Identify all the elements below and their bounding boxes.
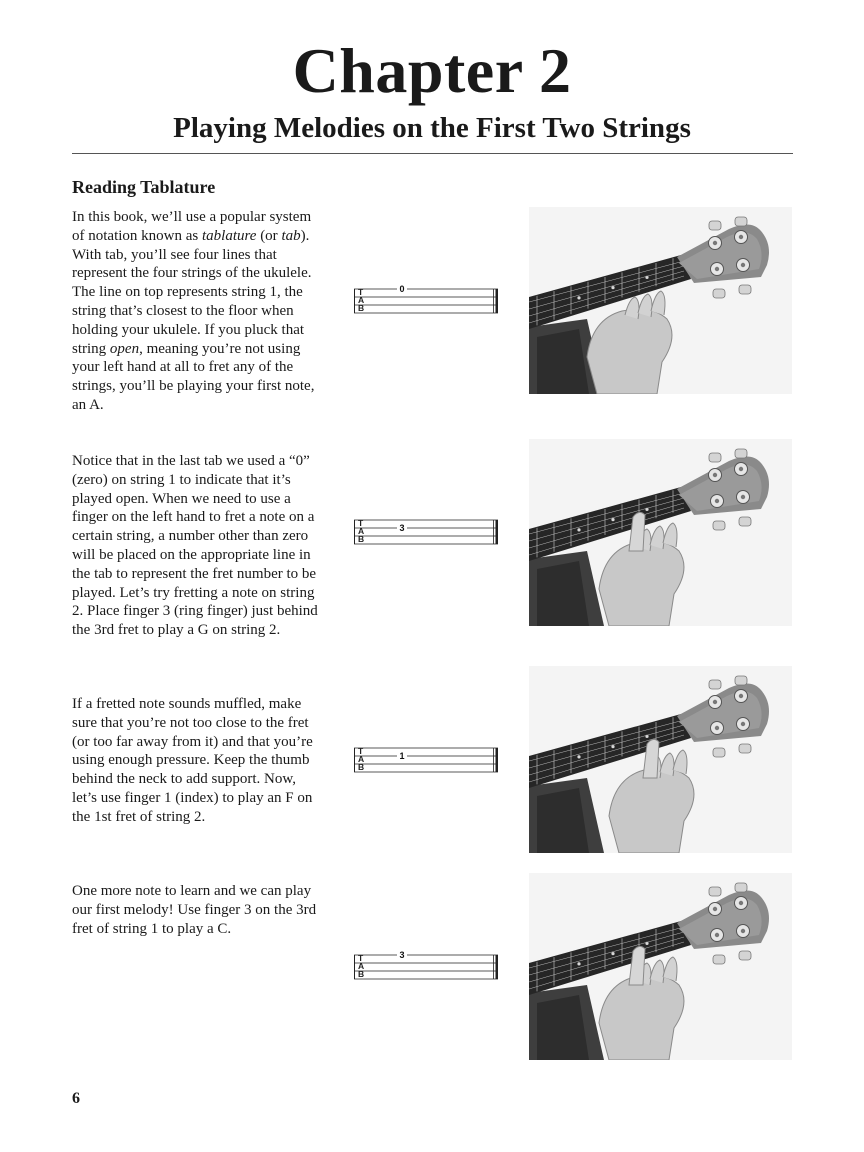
tuning-peg-center (739, 901, 743, 905)
body-text: One more note to learn and we can play our first melody! Use finger 3 on the 3rd fret of string 1 to play a C. (72, 883, 317, 937)
tuner-button (713, 748, 725, 757)
tuner-button (739, 285, 751, 294)
tuning-peg-center (739, 694, 743, 698)
tuning-peg-center (715, 267, 719, 271)
tab-clef-letter: T (358, 953, 364, 963)
tuning-peg-center (739, 235, 743, 239)
body-text: (or (256, 227, 282, 244)
tuner-button (709, 453, 721, 462)
paragraph-4 (72, 882, 322, 938)
tab-clef-letter: B (358, 534, 365, 544)
tuning-peg-center (713, 907, 717, 911)
body-text: In this book, we’ll use a popular system of notation known as (72, 209, 312, 244)
tuning-peg-center (715, 726, 719, 730)
tab-clef-letter: A (358, 526, 365, 536)
fret-dot-inlay (577, 296, 580, 299)
section-heading: Reading Tablature (72, 177, 216, 197)
tuner-button (709, 221, 721, 230)
tab-staff-1 (352, 283, 500, 317)
tab-end-thick-bar (496, 289, 499, 313)
ukulele-photo-3 (529, 666, 792, 853)
tuning-peg-center (741, 929, 745, 933)
tab-fret-number: 3 (399, 950, 405, 960)
tuner-button (735, 676, 747, 685)
tab-clef-letter: B (358, 303, 365, 313)
tuning-peg-center (713, 473, 717, 477)
fret-dot-inlay (577, 962, 580, 965)
emphasis-text: tab (281, 227, 301, 244)
paragraph-3 (72, 695, 322, 827)
tab-fret-number: 3 (399, 523, 405, 533)
tuning-peg-center (715, 933, 719, 937)
chapter-title: Chapter 2 (292, 35, 572, 106)
body-text: If a fretted note sounds muffled, make sure that you’re not too close to the fret (or too far away from it) and that you’re using enough pressure. Keep the thumb behind the neck to add support. Now, let’s use finger 1 (index) to play an F on the 1st fret of string 2. (72, 696, 313, 825)
body-text: ). With tab, you’ll see four lines that represent the four strings of the ukulele. The line on top represents string 1, the string that’s closest to the floor when holding your ukulele. If you pluck that string (72, 227, 312, 357)
tuner-button (739, 517, 751, 526)
tab-clef-letter: A (358, 961, 365, 971)
tuning-peg-center (713, 241, 717, 245)
paragraph-1 (72, 208, 322, 415)
tab-end-thick-bar (496, 955, 499, 979)
tuning-peg-center (715, 499, 719, 503)
tab-clef-letter: T (358, 287, 364, 297)
tab-staff-2 (352, 514, 500, 548)
tab-staff-3 (352, 742, 500, 776)
page-number: 6 (72, 1090, 80, 1107)
body-text: , meaning you’re not using your left hand at all to fret any of the strings, you’ll be playing your first note, an A. (72, 340, 315, 413)
tab-clef-letter: A (358, 754, 365, 764)
tab-end-thick-bar (496, 748, 499, 772)
tuner-button (713, 521, 725, 530)
tuner-button (735, 883, 747, 892)
tuner-button (709, 680, 721, 689)
tuner-button (735, 449, 747, 458)
fret-dot-inlay (611, 518, 614, 521)
fret-dot-inlay (577, 755, 580, 758)
tuning-peg-center (741, 495, 745, 499)
tab-fret-number: 1 (399, 751, 405, 761)
paragraph-2 (72, 452, 322, 640)
tuner-button (735, 217, 747, 226)
tuning-peg-center (739, 467, 743, 471)
fret-dot-inlay (611, 286, 614, 289)
tuning-peg-center (741, 263, 745, 267)
tuner-button (739, 744, 751, 753)
title-divider (72, 153, 793, 154)
ukulele-photo-4 (529, 873, 792, 1060)
fret-dot-inlay (611, 745, 614, 748)
tab-end-thick-bar (496, 520, 499, 544)
tuning-peg-center (713, 700, 717, 704)
tab-clef-letter: B (358, 969, 365, 979)
tab-clef-letter: A (358, 295, 365, 305)
tuner-button (713, 289, 725, 298)
tab-clef-letter: T (358, 746, 364, 756)
ukulele-photo-1 (529, 207, 792, 394)
tab-fret-number: 0 (399, 284, 405, 294)
fret-dot-inlay (611, 952, 614, 955)
ukulele-photo-2 (529, 439, 792, 626)
tuning-peg-center (741, 722, 745, 726)
tuner-button (713, 955, 725, 964)
tab-staff-4 (352, 949, 500, 983)
chapter-subtitle: Playing Melodies on the First Two Strings (173, 112, 691, 144)
tuner-button (739, 951, 751, 960)
tab-clef-letter: B (358, 762, 365, 772)
emphasis-text: tablature (201, 227, 257, 244)
emphasis-text: open (109, 340, 140, 357)
tuner-button (709, 887, 721, 896)
body-text: Notice that in the last tab we used a “0” (zero) on string 1 to indicate that it’s played open. When we need to use a finger on the left hand to fret a note on a certain string, a number other than zero will be placed on the appropriate line in the tab to represent the fret number to be played. Let’s try fretting a note on string 2. Place finger 3 (ring finger) just behind the 3rd fret to play a G on string 2. (72, 453, 318, 639)
fret-dot-inlay (577, 528, 580, 531)
tab-clef-letter: T (358, 518, 364, 528)
